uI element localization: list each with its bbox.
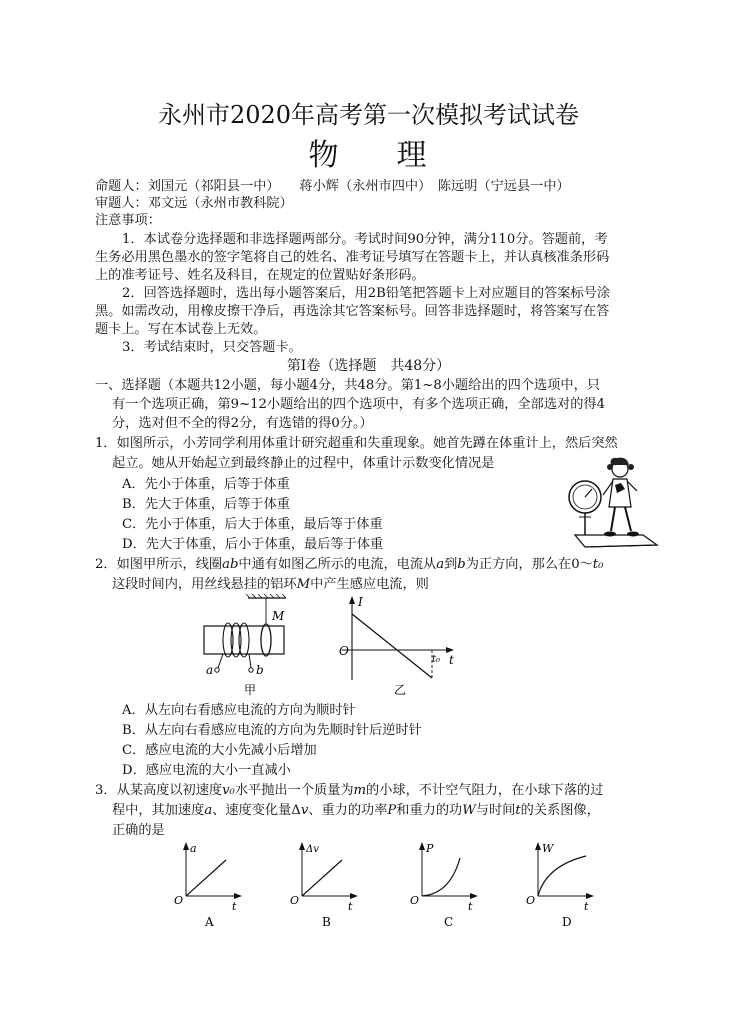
q2-option-c: C．感应电流的大小先减小后增加: [122, 743, 317, 758]
q2-text: 2．如图甲所示，线圈: [95, 557, 223, 572]
q1-option-c: C．先小于体重，后大于体重，最后等于体重: [122, 517, 383, 532]
q3-text: 、速度变化量Δ: [212, 803, 301, 818]
section-instruction-1: 一、选择题（本题共12小题，每小题4分，共48分。第1~8小题给出的四个选项中，只: [95, 378, 600, 393]
q1-option-a: A．先小于体重，后等于体重: [122, 477, 290, 492]
graph-d-t: t: [584, 900, 589, 913]
section-instruction-2: 有一个选项正确，第9~12小题给出的四个选项中，有多个选项正确，全部选对的得4: [112, 397, 605, 412]
graph-a-t: t: [232, 900, 237, 913]
q3-text: 水平抛出一个质量为: [234, 783, 354, 798]
q3-graph-a: [170, 838, 250, 930]
q2-text: 这段时间内，用丝线悬挂的铝环: [112, 577, 297, 592]
q2-var-b: b: [457, 557, 466, 572]
q3-graph-b: [286, 838, 366, 930]
q1-stem-2: 起立。她从开始起立到最终静止的过程中，体重计示数变化情况是: [112, 456, 495, 471]
q3-graph-d: [522, 838, 612, 930]
label-M: M: [272, 609, 285, 623]
label-I: I: [358, 595, 363, 609]
notice-title: 注意事项：: [95, 213, 161, 228]
graph-a-letter: A: [205, 915, 214, 929]
section-instruction-3: 分，选对但不全的得2分，有选错的得0分。）: [112, 416, 373, 431]
notice-1-line-2: 生务必用黑色墨水的签字笔将自己的姓名、准考证号填写在答题卡上，并认真核准条形码: [95, 250, 610, 265]
graph-a-ylabel: a: [190, 842, 197, 855]
authors-line: 命题人：刘国元（祁阳县一中） 蒋小辉（永州市四中） 陈远明（宁远县一中）: [95, 179, 570, 194]
label-b: b: [256, 663, 264, 677]
q1-option-d: D．先大于体重，后小于体重，最后等于体重: [122, 537, 384, 552]
q3-var-v: v: [300, 803, 309, 818]
notice-1-line-1: 1．本试卷分选择题和非选择题两部分。考试时间90分钟，满分110分。答题前，考: [122, 232, 608, 247]
notice-2-line-2: 黑。如需改动，用橡皮擦干净后，再选涂其它答案标号。回答非选择题时，将答案写在答: [95, 304, 610, 319]
girl-on-scale-illustration: [565, 455, 665, 555]
graph-c-ylabel: P: [426, 842, 434, 855]
label-O: O: [339, 644, 349, 658]
label-t: t: [449, 653, 454, 667]
q3-var-a: a: [204, 803, 213, 818]
q3-stem-1: [95, 784, 603, 797]
q2-figure-jia: [196, 594, 306, 698]
graph-a-origin: O: [174, 894, 184, 907]
subject-char-2: 理: [396, 138, 429, 173]
subject-title: [0, 138, 737, 173]
q3-text: 、重力的功率: [308, 803, 388, 818]
q2-figure-yi: [336, 592, 466, 698]
q3-var-W: W: [462, 803, 476, 818]
q2-stem-2: [112, 578, 429, 591]
graph-b-letter: B: [322, 915, 331, 929]
q2-text: 中通有如图乙所示的电流，电流从: [238, 557, 437, 572]
graph-b-ylabel: Δv: [306, 844, 319, 855]
label-t0: t₀: [432, 654, 441, 665]
q2-option-b: B．从左向右看感应电流的方向为先顺时针后逆时针: [122, 723, 422, 738]
reviewer-line: 审题人：邓文远（永州市教科院）: [95, 196, 293, 211]
q3-stem-3: 正确的是: [112, 823, 165, 838]
graph-b-origin: O: [290, 894, 300, 907]
q3-var-m: m: [353, 783, 367, 798]
q3-graph-c: [406, 838, 486, 930]
q3-text: 3．从某高度以初速度: [95, 783, 223, 798]
q3-var-P: P: [387, 803, 397, 818]
caption-yi: 乙: [394, 683, 407, 697]
q2-var-M: M: [296, 577, 311, 592]
q3-text: 和重力的功: [396, 803, 463, 818]
q1-stem-1: 1．如图所示，小芳同学利用体重计研究超重和失重现象。她首先蹲在体重计上，然后突然: [95, 436, 618, 451]
caption-jia: 甲: [244, 683, 257, 697]
graph-b-t: t: [348, 900, 353, 913]
q2-stem-1: [95, 558, 603, 571]
exam-title: 永州市2020年高考第一次模拟考试试卷: [157, 101, 580, 129]
graph-c-origin: O: [410, 894, 420, 907]
graph-c-letter: C: [444, 915, 454, 929]
q3-text: 程中，其加速度: [112, 803, 205, 818]
q2-option-a: A．从左向右看感应电流的方向为顺时针: [122, 703, 356, 718]
graph-c-t: t: [468, 900, 473, 913]
q3-text: 与时间: [475, 803, 516, 818]
q2-var-t0: t₀: [592, 557, 604, 572]
q3-text: 的关系图像，: [520, 803, 600, 818]
q2-text: 中产生感应电流，则: [310, 577, 429, 592]
q2-var-a: a: [436, 557, 445, 572]
label-a: a: [206, 663, 214, 677]
q2-text: 为正方向，那么在0～: [465, 557, 593, 572]
q1-option-b: B．先大于体重，后等于体重: [122, 497, 290, 512]
notice-2-line-1: 2．回答选择题时，选出每小题答案后，用2B铅笔把答题卡上对应题目的答案标号涂: [122, 286, 611, 301]
section-title: 第Ⅰ卷（选择题 共48分）: [286, 358, 451, 374]
q2-option-d: D．感应电流的大小一直减小: [122, 763, 291, 778]
q3-var-t: t: [515, 803, 521, 818]
graph-d-ylabel: W: [542, 842, 554, 855]
q2-var-ab: ab: [222, 557, 239, 572]
q3-var-v0: v₀: [222, 783, 235, 798]
q2-text: 到: [444, 557, 458, 572]
subject-char-1: 物: [308, 138, 341, 173]
notice-3-line-1: 3．考试结束时，只交答题卡。: [122, 340, 302, 355]
notice-1-line-3: 上的准考证号、姓名及科目，在规定的位置贴好条形码。: [95, 268, 425, 283]
notice-2-line-3: 题卡上。写在本试卷上无效。: [95, 322, 267, 337]
q3-text: 的小球，不计空气阻力，在小球下落的过: [366, 783, 604, 798]
q3-stem-2: [112, 804, 600, 817]
graph-d-origin: O: [526, 894, 536, 907]
graph-d-letter: D: [562, 915, 572, 929]
